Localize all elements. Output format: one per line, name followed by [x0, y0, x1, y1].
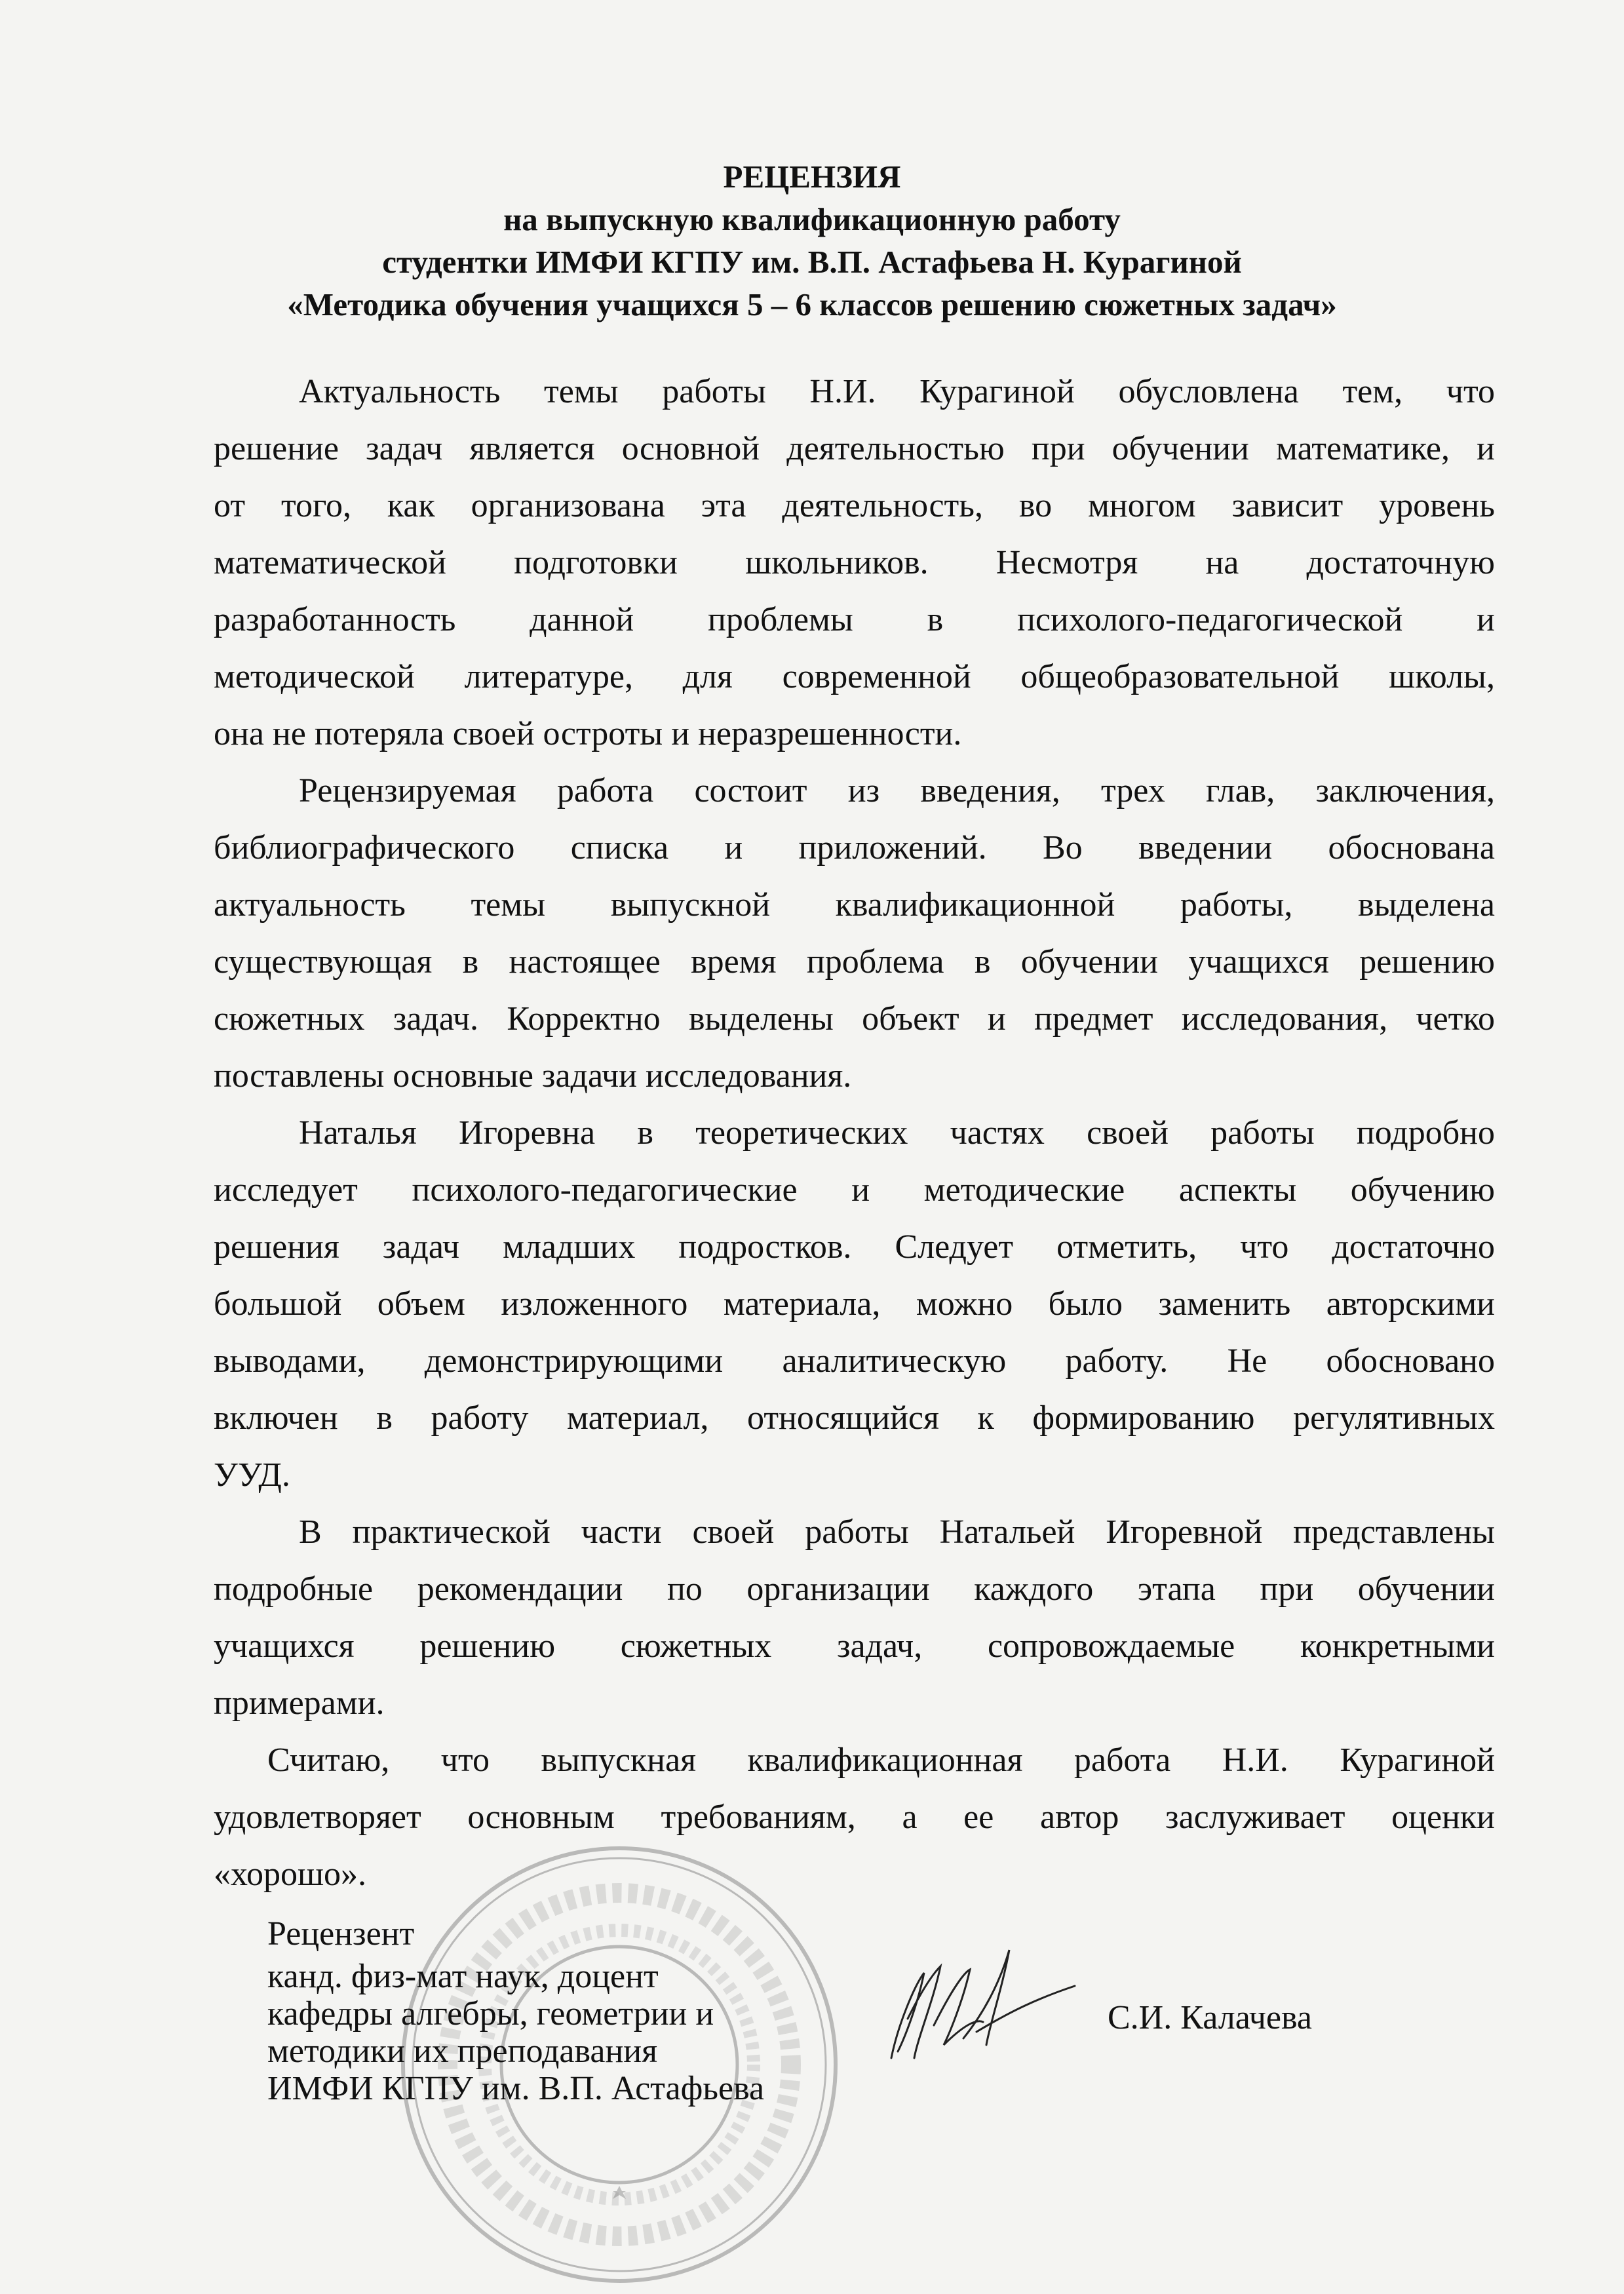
- text-line: актуальность темы выпускной квалификационной работы, выделена: [214, 886, 1495, 923]
- reviewer-credential-line: канд. физ-мат наук, доцент: [267, 1958, 659, 1995]
- text-line: разработанность данной проблемы в психолого-педагогической и: [214, 601, 1495, 638]
- text-line: большой объем изложенного материала, можно было заменить авторскими: [214, 1285, 1495, 1323]
- reviewer-credential-line: Рецензент: [267, 1915, 415, 1953]
- text-line: она не потеряла своей остроты и неразрешенности.: [214, 715, 962, 752]
- text-line: математической подготовки школьников. Несмотря на достаточную: [214, 544, 1495, 581]
- text-line: Рецензируемая работа состоит из введения, трех глав, заключения,: [299, 772, 1495, 809]
- text-line: библиографического списка и приложений. Во введении обоснована: [214, 829, 1495, 866]
- text-line: выводами, демонстрирующими аналитическую работу. Не обосновано: [214, 1342, 1495, 1380]
- paragraph: [214, 1504, 1495, 1732]
- work-title: «Методика обучения учащихся 5 – 6 классов решению сюжетных задач»: [287, 286, 1337, 322]
- paragraph: [214, 762, 1495, 1104]
- text-line: включен в работу материал, относящийся к формированию регулятивных: [214, 1399, 1495, 1437]
- text-line: решения задач младших подростков. Следует отметить, что достаточно: [214, 1228, 1495, 1266]
- reviewer-block: [267, 1915, 764, 2107]
- reviewer-credential-line: методики их преподавания: [267, 2032, 658, 2070]
- text-line: исследует психолого-педагогические и методические аспекты обучению: [214, 1171, 1495, 1209]
- paragraph: [214, 1104, 1495, 1504]
- text-line: методической литературе, для современной общеобразовательной школы,: [214, 658, 1495, 695]
- text-line: подробные рекомендации по организации каждого этапа при обучении: [214, 1570, 1495, 1608]
- text-line: удовлетворяет основным требованиям, а ее автор заслуживает оценки: [214, 1798, 1495, 1836]
- reviewer-name: С.И. Калачева: [1108, 1999, 1312, 2036]
- paragraph: [214, 363, 1495, 762]
- text-line: поставлены основные задачи исследования.: [214, 1057, 852, 1095]
- text-line: УУД.: [214, 1456, 290, 1494]
- review-body: [214, 363, 1495, 1903]
- student-line: студентки ИМФИ КГПУ им. В.П. Астафьева Н. Курагиной: [382, 244, 1242, 280]
- text-line: учащихся решению сюжетных задач, сопровождаемые конкретными: [214, 1627, 1495, 1665]
- text-line: «хорошо».: [214, 1856, 367, 1893]
- text-line: Актуальность темы работы Н.И. Курагиной обусловлена тем, что: [299, 373, 1495, 410]
- document-title: РЕЦЕНЗИЯ: [723, 159, 901, 195]
- handwritten-signature: [878, 1947, 1088, 2078]
- text-line: решение задач является основной деятельностью при обучении математике, и: [214, 430, 1495, 467]
- text-line: Считаю, что выпускная квалификационная работа Н.И. Курагиной: [267, 1741, 1495, 1779]
- text-line: В практической части своей работы Натальей Игоревной представлены: [299, 1513, 1495, 1551]
- text-line: существующая в настоящее время проблема в обучении учащихся решению: [214, 943, 1495, 981]
- reviewer-credential-line: ИМФИ КГПУ им. В.П. Астафьева: [267, 2070, 765, 2107]
- document-subtitle: на выпускную квалификационную работу: [503, 201, 1121, 237]
- text-line: сюжетных задач. Корректно выделены объект и предмет исследования, четко: [214, 1000, 1495, 1038]
- reviewer-credential-line: кафедры алгебры, геометрии и: [267, 1995, 714, 2032]
- text-line: Наталья Игоревна в теоретических частях своей работы подробно: [299, 1114, 1495, 1152]
- text-line: примерами.: [214, 1684, 385, 1722]
- text-line: от того, как организована эта деятельность, во многом зависит уровень: [214, 487, 1495, 524]
- document-header: [0, 155, 1624, 326]
